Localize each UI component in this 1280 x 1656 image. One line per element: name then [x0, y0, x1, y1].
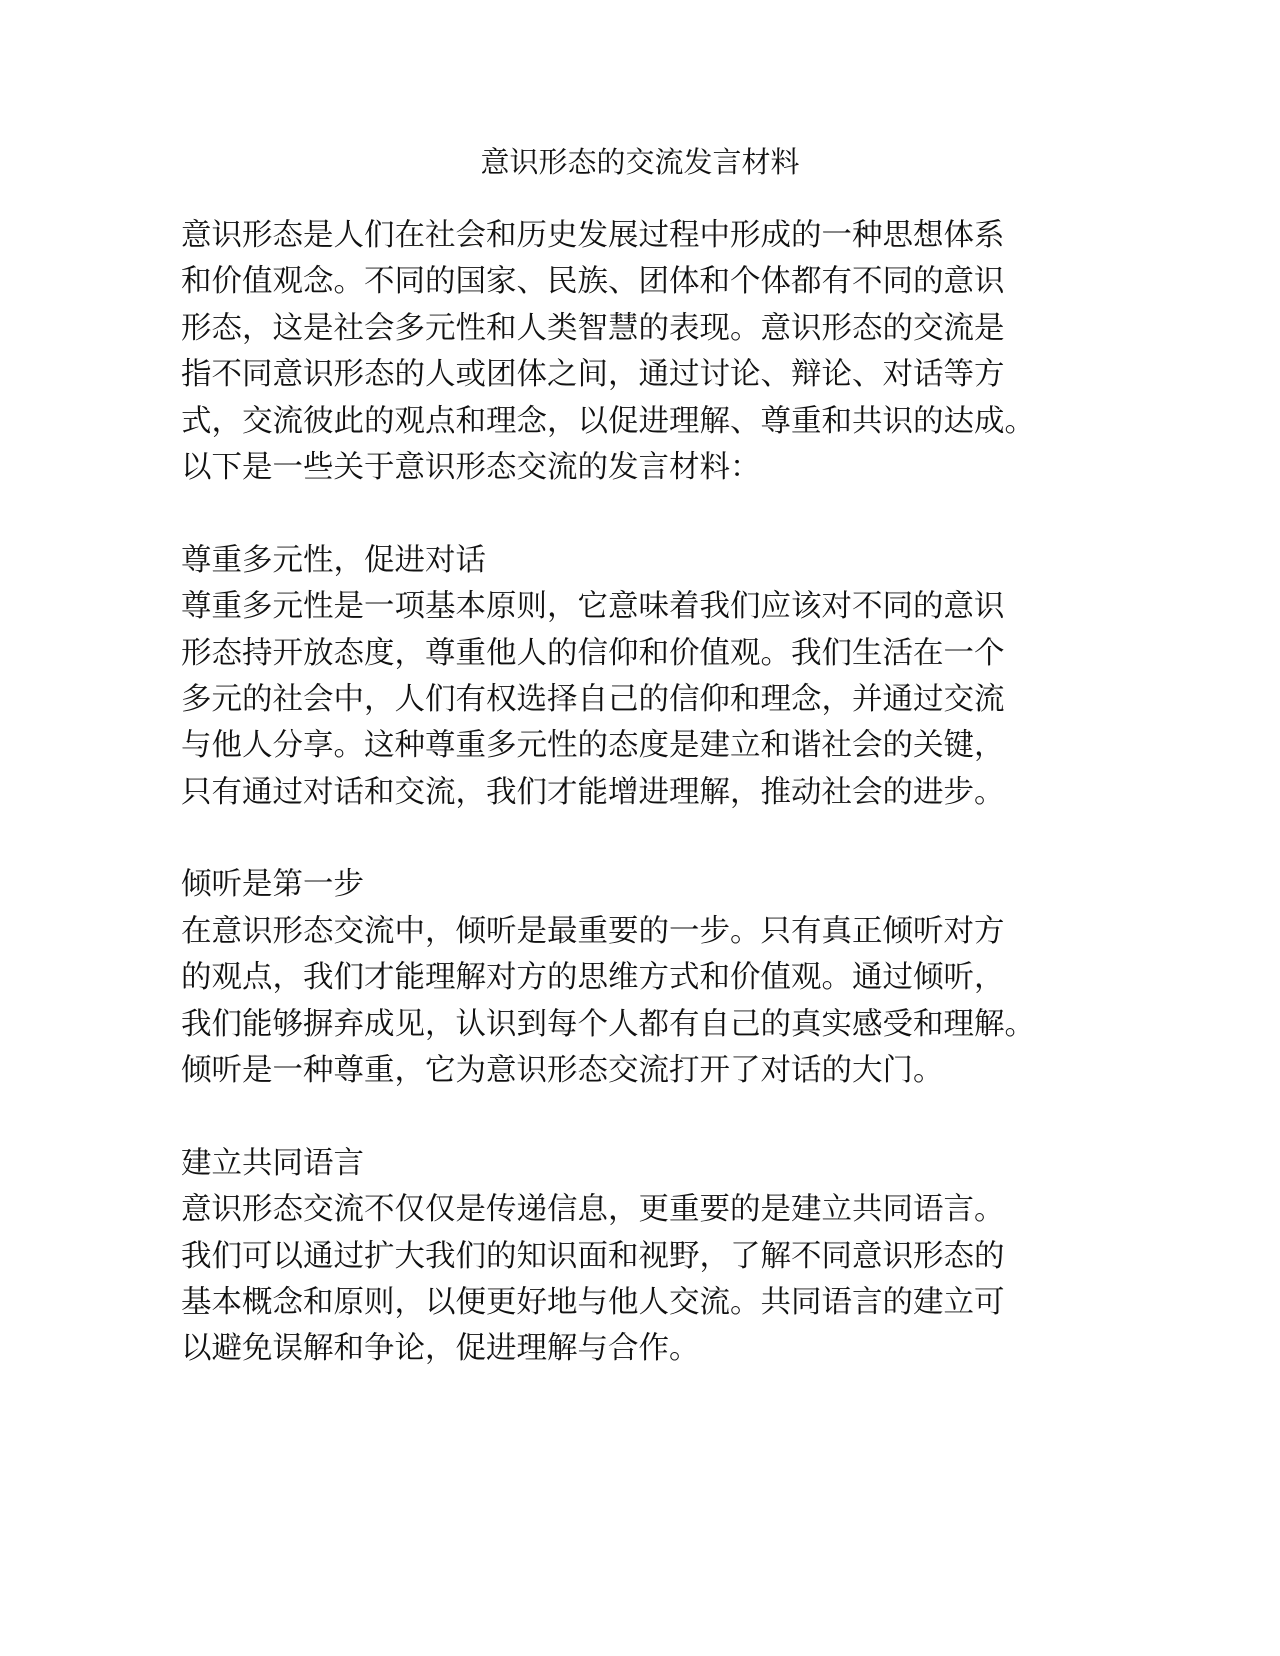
blank-line	[181, 491, 1121, 537]
paragraph-line: 的观点，我们才能理解对方的思维方式和价值观。通过倾听，	[181, 960, 1005, 996]
document-body	[181, 213, 1121, 1373]
paragraph-line: 我们能够摒弃成见，认识到每个人都有自己的真实感受和理解。	[181, 1006, 1035, 1042]
paragraph-line: 只有通过对话和交流，我们才能增进理解，推动社会的进步。	[181, 774, 1005, 810]
paragraph-line: 形态，这是社会多元性和人类智慧的表现。意识形态的交流是	[181, 310, 1005, 346]
section-common-language	[181, 1141, 1121, 1373]
paragraph-line: 式，交流彼此的观点和理念，以促进理解、尊重和共识的达成。	[181, 403, 1035, 439]
paragraph-line: 和价值观念。不同的国家、民族、团体和个体都有不同的意识	[181, 264, 1005, 300]
paragraph-line: 倾听是一种尊重，它为意识形态交流打开了对话的大门。	[181, 1053, 944, 1089]
paragraph-line: 与他人分享。这种尊重多元性的态度是建立和谐社会的关键，	[181, 728, 1005, 764]
section-respect-diversity	[181, 538, 1121, 816]
paragraph-line: 基本概念和原则，以便更好地与他人交流。共同语言的建立可	[181, 1284, 1005, 1320]
paragraph-line: 指不同意识形态的人或团体之间，通过讨论、辩论、对话等方	[181, 357, 1005, 393]
paragraph-line: 形态持开放态度，尊重他人的信仰和价值观。我们生活在一个	[181, 635, 1005, 671]
paragraph-line: 以避免误解和争论，促进理解与合作。	[181, 1331, 700, 1367]
blank-line	[181, 1094, 1121, 1140]
blank-line	[181, 816, 1121, 862]
paragraph-line: 以下是一些关于意识形态交流的发言材料：	[181, 449, 761, 485]
paragraph-line: 尊重多元性是一项基本原则，它意味着我们应该对不同的意识	[181, 589, 1005, 625]
section-listening	[181, 862, 1121, 1094]
paragraph-line: 多元的社会中，人们有权选择自己的信仰和理念，并通过交流	[181, 681, 1005, 717]
section-heading: 建立共同语言	[181, 1145, 364, 1181]
paragraph-line: 在意识形态交流中，倾听是最重要的一步。只有真正倾听对方	[181, 913, 1005, 949]
paragraph-line: 意识形态是人们在社会和历史发展过程中形成的一种思想体系	[181, 218, 1005, 253]
document-title: 意识形态的交流发言材料	[480, 145, 800, 179]
intro-paragraph	[181, 213, 1121, 491]
paragraph-line: 意识形态交流不仅仅是传递信息，更重要的是建立共同语言。	[181, 1192, 1005, 1228]
paragraph-line: 我们可以通过扩大我们的知识面和视野，了解不同意识形态的	[181, 1238, 1005, 1274]
section-heading: 尊重多元性，促进对话	[181, 542, 486, 578]
section-heading: 倾听是第一步	[181, 867, 364, 903]
